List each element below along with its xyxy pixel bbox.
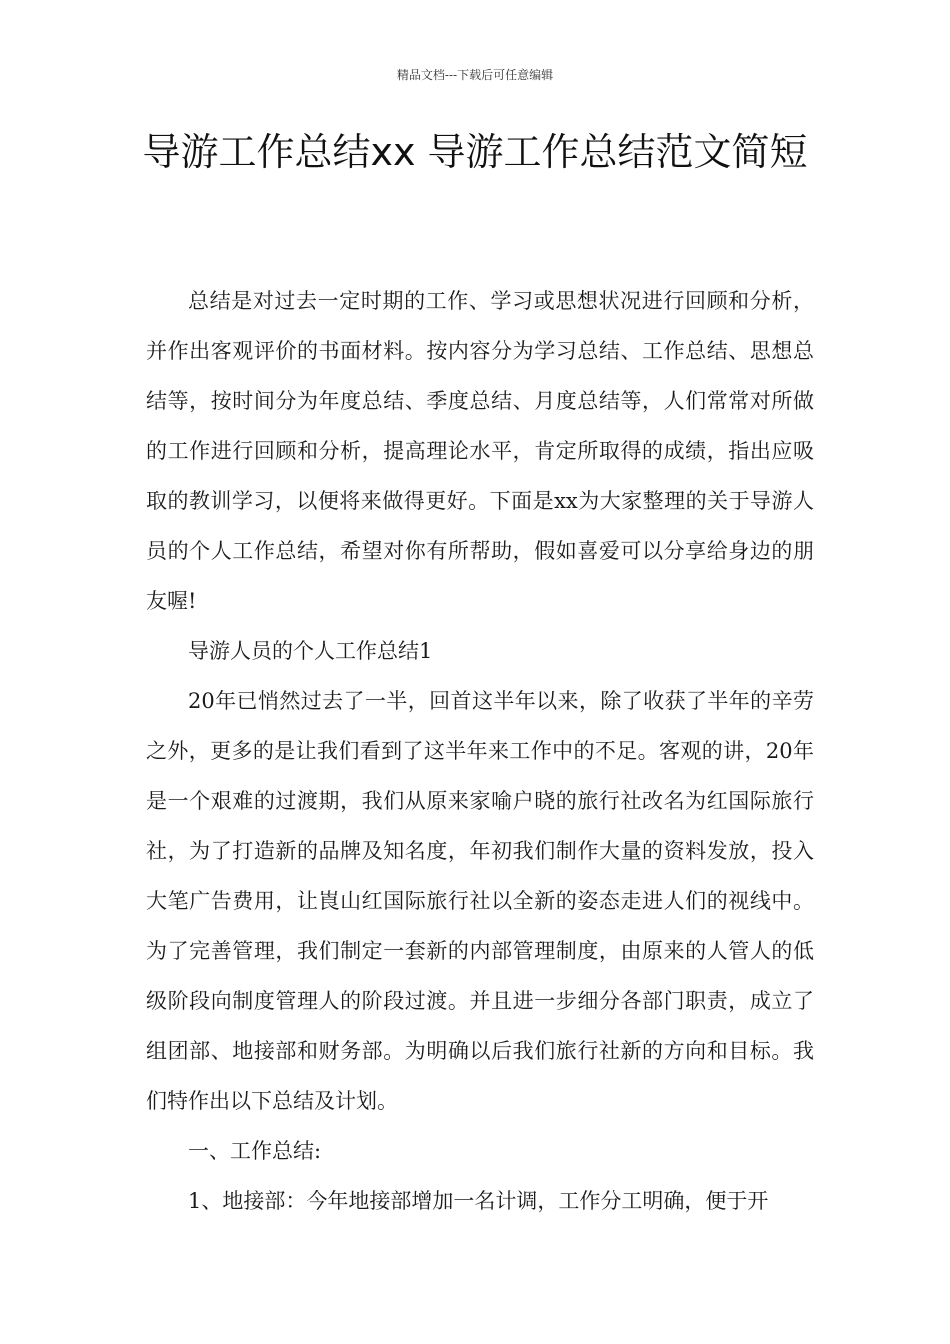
document-body	[146, 276, 814, 1226]
paragraph-intro: 总结是对过去一定时期的工作、学习或思想状况进行回顾和分析，并作出客观评价的书面材料。按内容分为学习总结、工作总结、思想总结等，按时间分为年度总结、季度总结、月度总结等，人们常常对所做的工作进行回顾和分析，提高理论水平，肯定所取得的成绩，指出应吸取的教训学习，以便将来做得更好。下面是xx为大家整理的关于导游人员的个人工作总结，希望对你有所帮助，假如喜爱可以分享给身边的朋友喔!	[146, 289, 814, 613]
document-title: 导游工作总结xx 导游工作总结范文简短	[142, 130, 808, 174]
section-heading-work-summary: 一、工作总结:	[188, 1139, 322, 1163]
header-note: 精品文档---下载后可任意编辑	[396, 68, 554, 82]
paragraph-review: 20年已悄然过去了一半，回首这半年以来，除了收获了半年的辛劳之外，更多的是让我们看到了这半年来工作中的不足。客观的讲，20年是一个艰难的过渡期，我们从原来家喻户晓的旅行社改名为红国际旅行社，为了打造新的品牌及知名度，年初我们制作大量的资料发放，投入大笔广告费用，让崀山红国际旅行社以全新的姿态走进人们的视线中。为了完善管理，我们制定一套新的内部管理制度，由原来的人管人的低级阶段向制度管理人的阶段过渡。并且进一步细分各部门职责，成立了组团部、地接部和财务部。为明确以后我们旅行社新的方向和目标。我们特作出以下总结及计划。	[146, 689, 814, 1113]
section-heading-summary-1: 导游人员的个人工作总结1	[188, 639, 433, 663]
paragraph-ground-dept: 1、地接部：今年地接部增加一名计调，工作分工明确，便于开	[188, 1189, 769, 1213]
